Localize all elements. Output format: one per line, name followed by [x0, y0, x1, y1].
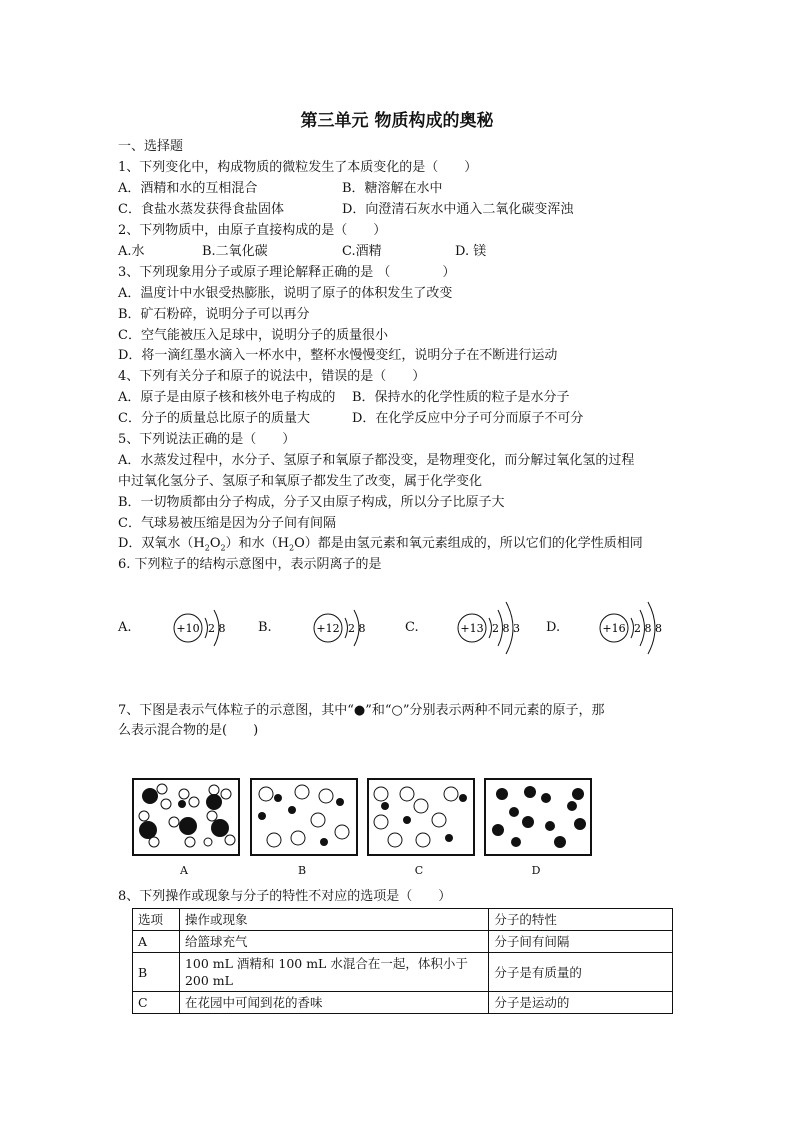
q6-c-nucleus: +13 [460, 622, 484, 635]
q2-stem: 2、下列物质中，由原子直接构成的是（ ） [118, 223, 387, 238]
q6-stem: 6. 下列粒子的结构示意图中，表示阴离子的是 [118, 557, 382, 572]
atom-diagram-c [454, 598, 554, 658]
particle-box-a [132, 778, 240, 856]
row-option: A [133, 931, 180, 953]
q6-option-c-label: C. [405, 620, 419, 635]
q4-stem: 4、下列有关分子和原子的说法中，错误的是（ ） [118, 369, 426, 384]
q6-option-d-label: D. [546, 620, 561, 635]
header-operation: 操作或现象 [179, 909, 488, 931]
particle-box-c [367, 778, 475, 856]
q4-option-a: A．原子是由原子核和核外电子构成的 [118, 390, 336, 405]
header-option: 选项 [133, 909, 180, 931]
q6-a-shells: 2 8 [208, 622, 226, 635]
table-row [133, 931, 673, 953]
q7-stem-line2: 么表示混合物的是( ) [118, 723, 259, 738]
row-option: C [133, 992, 180, 1014]
q5-option-b: B．一切物质都由分子构成，分子又由原子构成，所以分子比原子大 [118, 495, 505, 510]
q3-option-d: D．将一滴红墨水滴入一杯水中，整杯水慢慢变红，说明分子在不断进行运动 [118, 348, 558, 363]
page-title: 第三单元 物质构成的奥秘 [300, 111, 494, 131]
particle-diagrams [132, 778, 612, 878]
q8-stem: 8、下列操作或现象与分子的特性不对应的选项是（ ） [118, 889, 452, 904]
particle-box-c-label: C [414, 864, 424, 877]
atom-diagrams [118, 598, 678, 658]
q2-option-d: D. 镁 [455, 244, 487, 259]
q6-d-shells: 2 8 8 [634, 622, 662, 635]
q5-stem: 5、下列说法正确的是（ ） [118, 432, 296, 447]
q6-d-nucleus: +16 [602, 622, 626, 635]
table-row [133, 953, 673, 992]
q3-stem: 3、下列现象用分子或原子理论解释正确的是 （ ） [118, 265, 456, 280]
q5-option-c: C．气球易被压缩是因为分子间有间隔 [118, 516, 336, 531]
q4-option-c: C．分子的质量总比原子的质量大 [118, 411, 310, 426]
atom-diagram-d [596, 598, 696, 658]
section-heading: 一、选择题 [118, 139, 184, 154]
particle-box-b [250, 778, 358, 856]
q3-option-a: A．温度计中水银受热膨胀，说明了原子的体积发生了改变 [118, 286, 453, 301]
q3-option-b: B．矿石粉碎，说明分子可以再分 [118, 307, 310, 322]
q7-stem-line1: 7、下图是表示气体粒子的示意图，其中“●”和“○”分别表示两种不同元素的原子，那 [118, 703, 605, 718]
q1-option-c: C．食盐水蒸发获得食盐固体 [118, 202, 284, 217]
q6-b-shells: 2 8 [348, 622, 366, 635]
header-property: 分子的特性 [489, 909, 673, 931]
q4-option-b: B．保持水的化学性质的粒子是水分子 [352, 390, 570, 405]
table-header-row [133, 909, 673, 931]
row-operation: 给篮球充气 [179, 931, 488, 953]
q6-option-b-label: B. [258, 620, 272, 635]
atom-diagram-b [308, 598, 398, 658]
q1-option-a: A．酒精和水的互相混合 [118, 181, 258, 196]
row-property: 分子是运动的 [489, 992, 673, 1014]
q1-option-d: D．向澄清石灰水中通入二氧化碳变浑浊 [342, 202, 574, 217]
q6-c-shells: 2 8 3 [492, 622, 520, 635]
row-operation: 在花园中可闻到花的香味 [179, 992, 488, 1014]
q6-a-nucleus: +10 [176, 622, 200, 635]
particle-box-a-label: A [180, 864, 188, 877]
q2-option-c: C.酒精 [342, 244, 382, 259]
q5-option-a-line1: A．水蒸发过程中，水分子、氢原子和氧原子都没变，是物理变化，而分解过氧化氢的过程 [118, 453, 635, 468]
q1-option-b: B．糖溶解在水中 [342, 181, 443, 196]
q5-option-d: D．双氧水$(H_2O_2)$和水$(H_2O)$都是由氢元素和氧元素组成的，所以它们的化学性质相同 [118, 536, 643, 553]
row-property: 分子是有质量的 [489, 953, 673, 992]
q4-option-d: D．在化学反应中分子可分而原子不可分 [352, 411, 584, 426]
particle-box-b-label: B [297, 864, 307, 877]
row-property: 分子间有间隔 [489, 931, 673, 953]
particle-box-d-label: D [531, 864, 541, 877]
particle-box-d [484, 778, 592, 856]
table-row [133, 992, 673, 1014]
q3-option-c: C．空气能被压入足球中，说明分子的质量很小 [118, 328, 388, 343]
q6-option-a-label: A. [118, 620, 132, 635]
q2-option-a: A.水 [118, 244, 145, 259]
row-operation: 100 mL 酒精和 100 mL 水混合在一起，体积小于 200 mL [179, 953, 488, 992]
row-option: B [133, 953, 180, 992]
q8-table [132, 908, 673, 1014]
q2-option-b: B.二氧化碳 [202, 244, 268, 259]
q1-stem: 1、下列变化中，构成物质的微粒发生了本质变化的是（ ） [118, 160, 478, 175]
q5-option-a-line2: 中过氧化氢分子、氢原子和氧原子都发生了改变，属于化学变化 [118, 474, 483, 489]
q6-b-nucleus: +12 [316, 622, 340, 635]
atom-diagram-a [168, 598, 258, 658]
